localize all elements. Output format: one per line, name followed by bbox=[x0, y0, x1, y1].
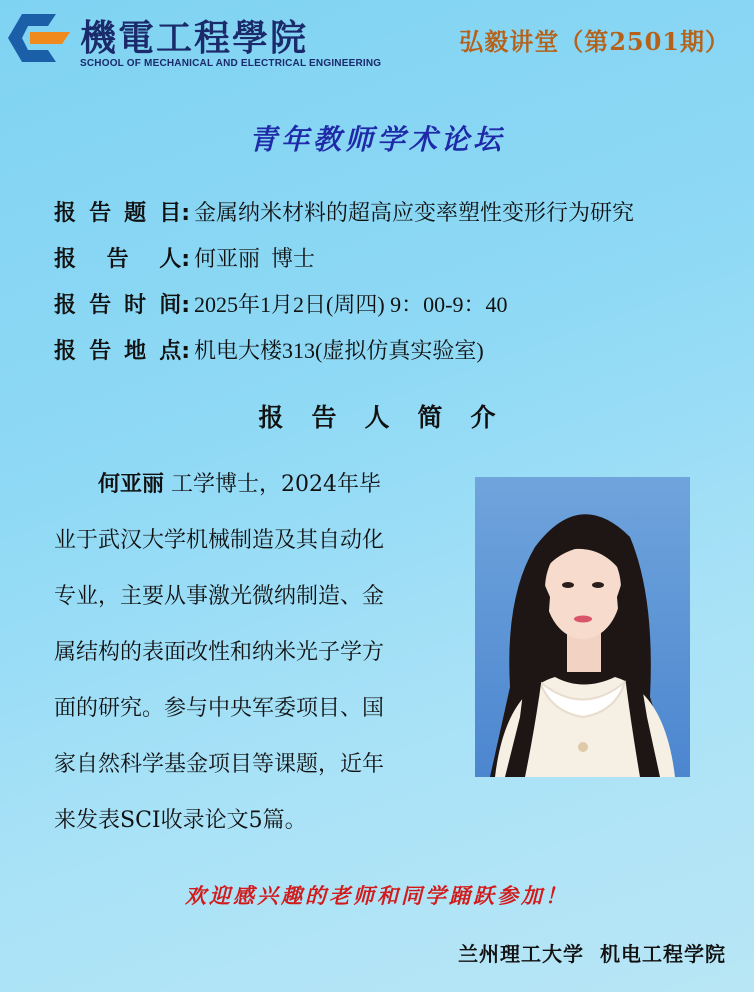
footer-organizer: 兰州理工大学 机电工程学院 bbox=[458, 942, 726, 966]
bio-line: 专业，主要从事激光微纳制造、金 bbox=[54, 584, 385, 609]
bio-line: 何亚丽 工学博士，2024年毕 bbox=[98, 471, 381, 497]
speaker-value: 何亚丽 博士 bbox=[194, 246, 316, 271]
report-location-label: 报 告 地 点: bbox=[54, 339, 190, 364]
lecture-series-title: 弘毅讲堂（第2501期） bbox=[459, 27, 730, 56]
report-time-row bbox=[54, 288, 634, 334]
college-logo-icon bbox=[8, 14, 70, 62]
report-topic-value: 金属纳米材料的超高应变率塑性变形行为研究 bbox=[194, 200, 635, 225]
report-time-label: 报 告 时 间: bbox=[54, 293, 190, 318]
bio-line: 业于武汉大学机械制造及其自动化 bbox=[54, 528, 385, 553]
speaker-bio bbox=[54, 456, 434, 849]
bio-speaker-name: 何亚丽 bbox=[98, 471, 165, 497]
bio-line: 面的研究。参与中央军委项目、国 bbox=[54, 696, 385, 721]
speaker-label: 报 告 人: bbox=[54, 247, 190, 272]
report-topic-row bbox=[54, 196, 634, 242]
report-topic-label: 报 告 题 目: bbox=[54, 201, 190, 226]
speaker-intro-heading: 报告人简介 bbox=[258, 403, 524, 432]
forum-title: 青年教师学术论坛 bbox=[248, 123, 505, 156]
school-name-en: SCHOOL OF MECHANICAL AND ELECTRICAL ENGINEERING bbox=[80, 58, 382, 69]
report-info bbox=[54, 196, 634, 380]
speaker-photo bbox=[475, 477, 690, 777]
report-time-value: 2025年1月2日(周四) 9：00-9：40 bbox=[194, 292, 508, 317]
report-location-value: 机电大楼313(虚拟仿真实验室) bbox=[194, 338, 484, 363]
report-location-row bbox=[54, 334, 634, 380]
speaker-row bbox=[54, 242, 634, 288]
welcome-message: 欢迎感兴趣的老师和同学踊跃参加！ bbox=[185, 883, 569, 908]
bio-line: 家自然科学基金项目等课题，近年 bbox=[54, 752, 385, 777]
bio-line: 属结构的表面改性和纳米光子学方 bbox=[54, 640, 385, 665]
school-name-cn: 機電工程學院 bbox=[80, 17, 309, 59]
bio-line: 来发表SCI收录论文5篇。 bbox=[54, 808, 307, 833]
